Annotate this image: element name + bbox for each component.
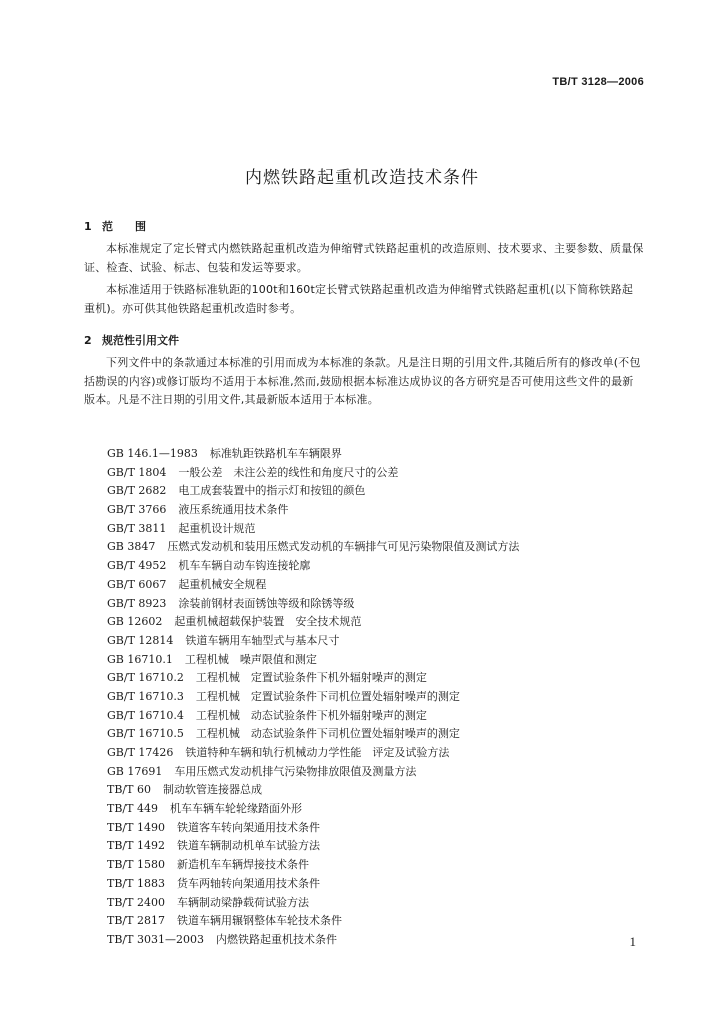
- reference-item: [107, 557, 519, 576]
- reference-code: GB/T 2682: [107, 484, 167, 498]
- reference-code: GB/T 16710.4: [107, 708, 184, 722]
- reference-code: GB/T 6067: [107, 577, 167, 591]
- reference-title: 车辆制动梁静载荷试验方法: [176, 895, 309, 909]
- reference-title: 铁道车辆用辗钢整体车轮技术条件: [176, 914, 342, 928]
- section-number: 1: [84, 220, 92, 233]
- reference-item: [107, 520, 519, 539]
- reference-item: [107, 894, 519, 913]
- page-number: 1: [629, 934, 636, 949]
- reference-code: GB/T 1804: [107, 465, 167, 479]
- reference-item: [107, 800, 519, 819]
- reference-title: 压燃式发动机和装用压燃式发动机的车辆排气可见污染物限值及测试方法: [167, 540, 520, 554]
- reference-code: TB/T 3031—2003: [107, 932, 204, 946]
- section-title: 规范性引用文件: [102, 334, 179, 347]
- reference-code: GB 146.1—1983: [107, 447, 198, 460]
- reference-item: [107, 613, 519, 632]
- reference-item: [107, 763, 519, 782]
- reference-title: 电工成套装置中的指示灯和按钮的颜色: [178, 484, 366, 498]
- section-1-heading: [84, 218, 146, 234]
- reference-code: TB/T 1883: [107, 876, 165, 890]
- reference-item: [107, 744, 519, 763]
- reference-title: 铁道客车转向架通用技术条件: [176, 820, 320, 834]
- reference-title: 机车车辆车轮轮缘踏面外形: [169, 802, 302, 816]
- reference-code: GB/T 16710.2: [107, 671, 184, 685]
- reference-code: TB/T 2817: [107, 914, 165, 928]
- reference-code: GB/T 16710.3: [107, 689, 184, 703]
- reference-code: GB 3847: [107, 540, 156, 554]
- reference-item: [107, 781, 519, 800]
- reference-title: 工程机械 噪声限值和测定: [184, 652, 317, 666]
- reference-item: [107, 464, 519, 483]
- reference-code: TB/T 2400: [107, 895, 165, 909]
- reference-title: 液压系统通用技术条件: [178, 503, 289, 517]
- reference-title: 制动软管连接器总成: [162, 783, 262, 797]
- reference-item: [107, 538, 519, 557]
- reference-item: [107, 669, 519, 688]
- reference-title: 工程机械 定置试验条件下司机位置处辐射噪声的测定: [195, 689, 460, 703]
- reference-title: 起重机械安全规程: [178, 577, 267, 591]
- reference-item: [107, 688, 519, 707]
- reference-code: GB/T 16710.5: [107, 727, 184, 741]
- reference-title: 工程机械 动态试验条件下机外辐射噪声的测定: [195, 708, 427, 722]
- reference-code: GB/T 12814: [107, 633, 174, 647]
- reference-item: [107, 856, 519, 875]
- section-2-heading: [84, 332, 179, 348]
- section-2-paragraph-1: 下列文件中的条款通过本标准的引用而成为本标准的条款。凡是注日期的引用文件,其随后所有的修改单(不包括勘误的内容)或修订版均不适用于本标准,然而,鼓励根据本标准达成协议的各方研究是否可使用这些文件的最新版本。凡是不注日期的引用文件,其最新版本适用于本标准。: [84, 356, 641, 406]
- reference-item: [107, 482, 519, 501]
- reference-item: [107, 931, 519, 950]
- reference-item: [107, 819, 519, 838]
- reference-title: 新造机车车辆焊接技术条件: [176, 858, 309, 872]
- reference-code: TB/T 1580: [107, 858, 165, 872]
- reference-title: 工程机械 定置试验条件下机外辐射噪声的测定: [195, 671, 427, 685]
- reference-code: GB/T 4952: [107, 559, 167, 573]
- reference-item: [107, 875, 519, 894]
- reference-title: 起重机设计规范: [178, 521, 256, 535]
- section-title: 范 围: [102, 220, 146, 233]
- reference-title: 起重机械超载保护装置 安全技术规范: [174, 615, 362, 629]
- reference-code: TB/T 1492: [107, 839, 165, 853]
- reference-title: 标准轨距铁路机车车辆限界: [209, 447, 342, 460]
- reference-title: 车用压燃式发动机排气污染物排放限值及测量方法: [174, 764, 417, 778]
- reference-item: [107, 445, 519, 464]
- reference-item: [107, 595, 519, 614]
- reference-title: 机车车辆自动车钩连接轮廓: [178, 559, 311, 573]
- document-title: 内燃铁路起重机改造技术条件: [245, 168, 479, 188]
- normative-references-list: [107, 445, 519, 950]
- reference-title: 一般公差 未注公差的线性和角度尺寸的公差: [178, 465, 399, 479]
- reference-title: 货车两轴转向架通用技术条件: [176, 876, 320, 890]
- reference-code: GB 16710.1: [107, 652, 173, 666]
- reference-item: [107, 707, 519, 726]
- reference-title: 工程机械 动态试验条件下司机位置处辐射噪声的测定: [195, 727, 460, 741]
- reference-item: [107, 837, 519, 856]
- reference-item: [107, 912, 519, 931]
- reference-code: GB 17691: [107, 764, 163, 778]
- reference-code: TB/T 60: [107, 783, 151, 797]
- reference-code: GB/T 8923: [107, 596, 167, 610]
- reference-title: 铁道车辆制动机单车试验方法: [176, 839, 320, 853]
- reference-item: [107, 501, 519, 520]
- reference-title: 涂装前钢材表面锈蚀等级和除锈等级: [178, 596, 355, 610]
- reference-code: GB 12602: [107, 615, 163, 629]
- reference-item: [107, 725, 519, 744]
- reference-title: 铁道特种车辆和轨行机械动力学性能 评定及试验方法: [185, 746, 450, 759]
- section-1-paragraph-1: 本标准规定了定长臂式内燃铁路起重机改造为伸缩臂式铁路起重机的改造原则、技术要求、主要参数、质量保证、检查、试验、标志、包装和发运等要求。: [84, 242, 644, 274]
- reference-code: GB/T 3811: [107, 521, 167, 535]
- reference-item: [107, 651, 519, 670]
- section-number: 2: [84, 334, 92, 347]
- reference-item: [107, 632, 519, 651]
- reference-code: TB/T 449: [107, 802, 158, 816]
- standard-code: TB/T 3128—2006: [552, 76, 644, 88]
- reference-title: 内燃铁路起重机技术条件: [215, 932, 337, 946]
- reference-title: 铁道车辆用车轴型式与基本尺寸: [185, 633, 340, 647]
- reference-code: GB/T 3766: [107, 503, 167, 517]
- reference-code: GB/T 17426: [107, 746, 174, 759]
- reference-item: [107, 576, 519, 595]
- reference-code: TB/T 1490: [107, 820, 165, 834]
- section-1-paragraph-2: 本标准适用于铁路标准轨距的100t和160t定长臂式铁路起重机改造为伸缩臂式铁路起重机(以下简称铁路起重机)。亦可供其他铁路起重机改造时参考。: [84, 283, 634, 315]
